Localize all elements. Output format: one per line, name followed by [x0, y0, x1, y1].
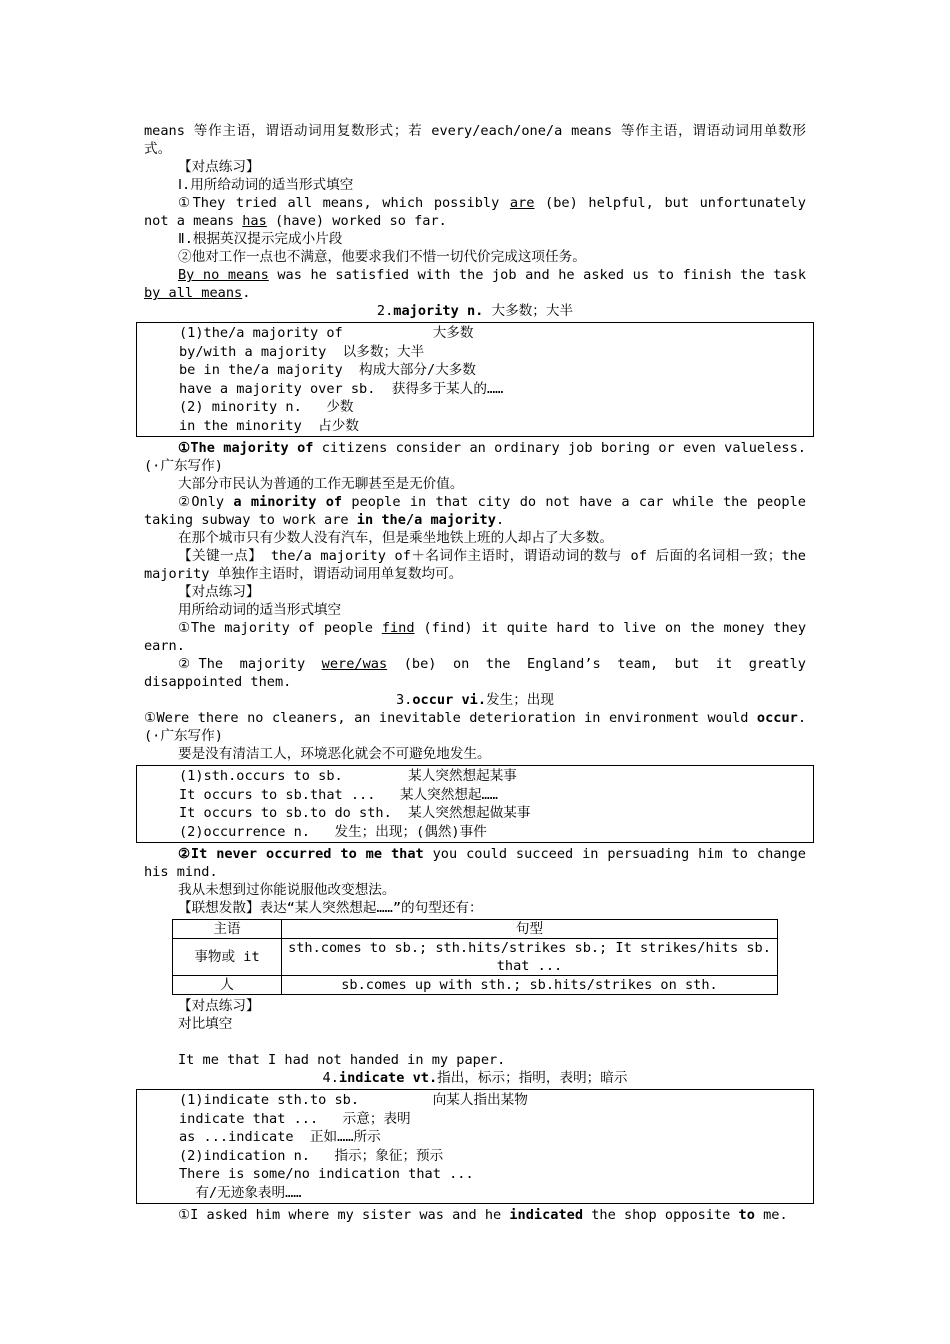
answer-blank: find	[381, 620, 415, 636]
blank-line	[144, 1033, 806, 1051]
chinese-prompt: ②他对工作一点也不满意，他要求我们不惜一切代价完成这项任务。	[178, 249, 586, 265]
usage-line: have a majority over sb. 获得多于某人的……	[179, 380, 504, 397]
sentence-pattern-table	[172, 919, 778, 995]
exercise-sentence: ①They tried all means, which possibly are (be) helpful, but unfortunately not a means has (have) worked so far.	[144, 195, 806, 229]
word-heading: 2.majority n. 大多数；大半	[376, 303, 574, 319]
practice-title: 【对点练习】	[178, 584, 260, 600]
exercise-title: 用所给动词的适当形式填空	[178, 602, 342, 618]
practice-title: 【对点练习】	[178, 998, 260, 1014]
document-page	[144, 122, 806, 1224]
usage-box	[136, 765, 814, 843]
usage-line: There is some/no indication that ...	[179, 1166, 474, 1182]
table-row	[173, 976, 778, 995]
usage-line: (2)occurrence n. 发生；出现；(偶然)事件	[179, 823, 487, 840]
table-cell: 人	[173, 976, 282, 995]
practice-title: 【对点练习】	[178, 159, 260, 175]
example-sentence: ①Were there no cleaners, an inevitable deterioration in environment would occur.(·广东写作)	[144, 710, 806, 744]
answer-blank: were/was	[321, 656, 388, 672]
exercise-title: Ⅱ.根据英汉提示完成小片段	[178, 231, 343, 247]
usage-line: as ...indicate 正如……所示	[179, 1129, 381, 1145]
exercise-title: Ⅰ.用所给动词的适当形式填空	[178, 177, 354, 193]
answer-blank: by all means	[144, 285, 243, 301]
example-sentence: ①The majority of citizens consider an ordinary job boring or even valueless.(·广东写作)	[144, 440, 806, 474]
usage-line: (1)indicate sth.to sb. 向某人指出某物	[179, 1092, 528, 1108]
example-sentence: ②Only a minority of people in that city do not have a car while the people taking subway to work are in the/a majority.	[144, 494, 806, 528]
usage-line: in the minority 占少数	[179, 417, 359, 434]
table-cell: sth.comes to sb.; sth.hits/strikes sb.; It strikes/hits sb. that ...	[282, 939, 778, 976]
table-header-cell: 主语	[173, 920, 282, 939]
table-row	[173, 939, 778, 976]
exercise-sentence: By no means was he satisfied with the job and he asked us to finish the task by all means.	[144, 267, 806, 301]
usage-line: by/with a majority 以多数；大半	[179, 343, 425, 360]
example-translation: 在那个城市只有少数人没有汽车，但是乘坐地铁上班的人却占了大多数。	[178, 530, 613, 546]
usage-line: indicate that ... 示意；表明	[179, 1110, 411, 1127]
exercise-title: 对比填空	[178, 1016, 233, 1032]
answer-blank: has	[242, 213, 267, 229]
usage-box	[136, 1089, 814, 1204]
answer-blank: are	[509, 195, 535, 211]
usage-line: It occurs to sb.that ... 某人突然想起……	[179, 786, 498, 803]
example-translation: 大部分市民认为普通的工作无聊甚至是无价值。	[178, 476, 464, 492]
means-rule-text: means 等作主语，谓语动词用复数形式；若 every/each/one/a means 等作主语，谓语动词用单数形式。	[144, 123, 806, 157]
table-cell: sb.comes up with sth.; sb.hits/strikes on sth.	[282, 976, 778, 995]
usage-line: (2) minority n. 少数	[179, 399, 354, 415]
answer-blank: By no means	[178, 267, 269, 283]
exercise-sentence: ②The majority were/was (be) on the England’s team, but it greatly disappointed them.	[144, 656, 806, 690]
example-translation: 我从未想到过你能说服他改变想法。	[178, 882, 396, 898]
key-point-note: 【关键一点】 the/a majority of＋名词作主语时，谓语动词的数与 of 后面的名词相一致；the majority 单独作主语时，谓语动词用单复数均可。	[144, 548, 806, 582]
table-header-cell: 句型	[282, 920, 778, 939]
example-sentence: ②It never occurred to me that you could succeed in persuading him to change his mind.	[144, 846, 806, 880]
example-translation: 要是没有清洁工人，环境恶化就会不可避免地发生。	[178, 746, 491, 762]
usage-line: be in the/a majority 构成大部分/大多数	[179, 362, 476, 378]
usage-line: (1)sth.occurs to sb. 某人突然想起某事	[179, 768, 517, 784]
exercise-sentence: It me that I had not handed in my paper.	[178, 1052, 506, 1068]
table-header-row	[173, 920, 778, 939]
word-heading: 3.occur vi.发生；出现	[395, 692, 554, 708]
usage-line: (1)the/a majority of 大多数	[179, 325, 474, 341]
usage-box	[136, 322, 814, 437]
word-heading: 4.indicate vt.指出，标示；指明，表明；暗示	[322, 1070, 628, 1086]
usage-line: It occurs to sb.to do sth. 某人突然想起做某事	[179, 805, 531, 821]
usage-line: 有/无迹象表明……	[179, 1184, 302, 1201]
table-cell: 事物或 it	[173, 939, 282, 976]
exercise-sentence: ①The majority of people find (find) it quite hard to live on the money they earn.	[144, 620, 806, 654]
usage-line: (2)indication n. 指示；象征；预示	[179, 1147, 444, 1164]
association-note: 【联想发散】表达“某人突然想起……”的句型还有：	[178, 900, 483, 916]
example-sentence: ①I asked him where my sister was and he indicated the shop opposite to me.	[178, 1207, 788, 1223]
